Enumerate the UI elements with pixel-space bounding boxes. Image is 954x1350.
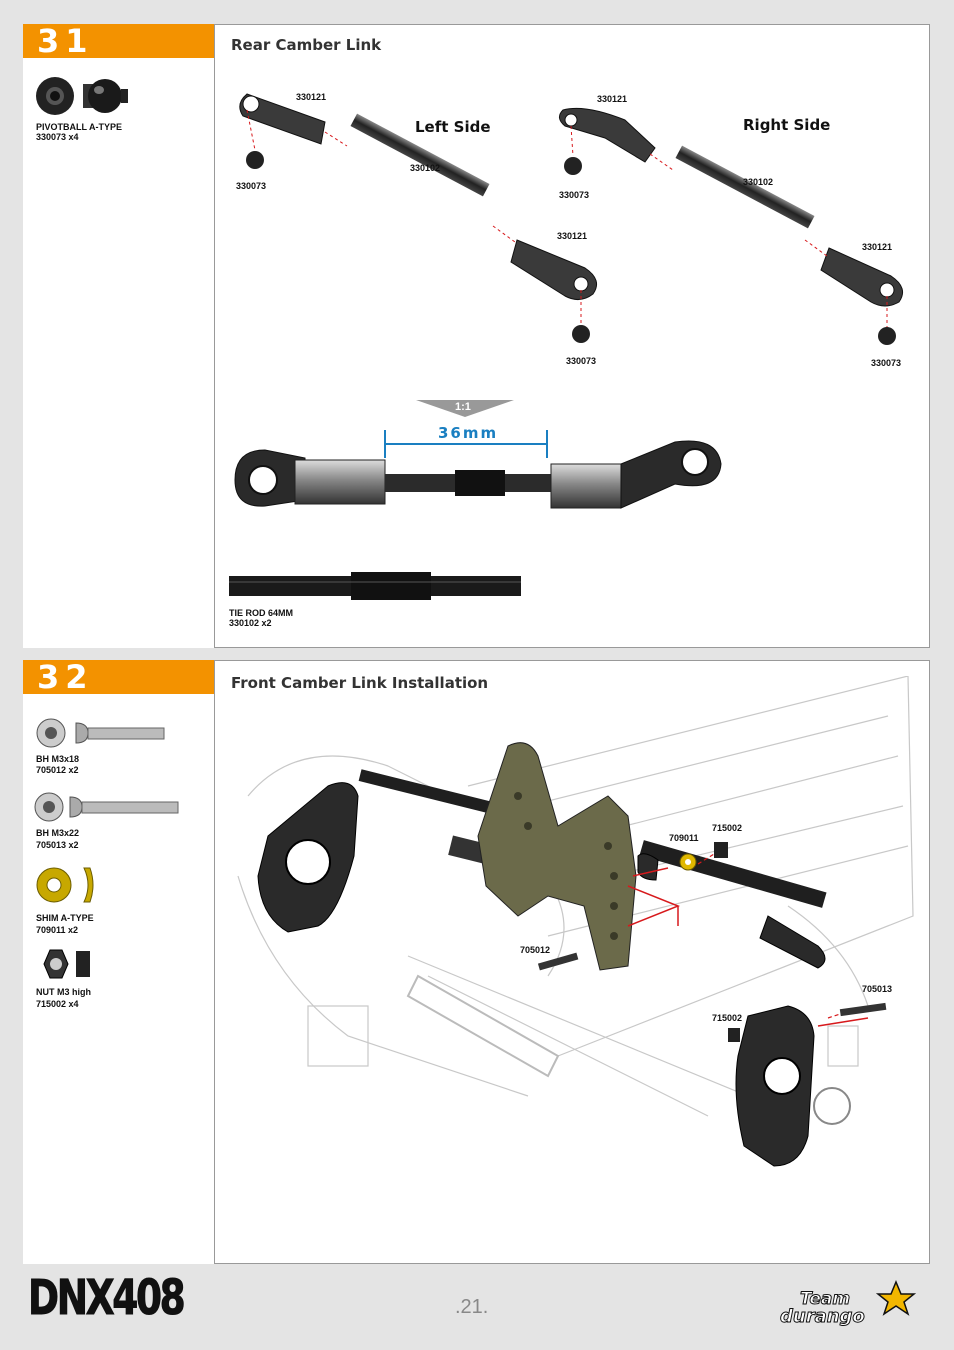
callout-715002-top: 715002 — [712, 823, 743, 833]
part-nut-name: NUT M3 high — [36, 987, 91, 997]
part-bhm3x22-name: BH M3x22 — [36, 828, 80, 838]
part-shim-code: 709011 x2 — [36, 925, 79, 935]
svg-text:durango: durango — [780, 1306, 865, 1327]
page-number: .21. — [455, 1296, 489, 1318]
right-side-label: Right Side — [743, 116, 831, 134]
bh-m3x22-icon — [34, 792, 184, 824]
step31-number: 31 — [23, 24, 214, 58]
part-pivotball-code: 330073 x4 — [36, 132, 79, 142]
step32-title: Front Camber Link Installation — [231, 674, 489, 692]
r-ball-top-label: 330073 — [559, 190, 590, 200]
r-bottom-end-label: 330121 — [862, 242, 893, 252]
step31-title: Rear Camber Link — [231, 36, 382, 54]
part-bhm3x18-code: 705012 x2 — [36, 765, 79, 775]
part-tierod-name: TIE ROD 64MM — [229, 608, 294, 618]
callout-709011: 709011 — [669, 833, 699, 843]
shim-icon — [36, 866, 96, 906]
r-top-end-label: 330121 — [597, 94, 628, 104]
right-assembly — [559, 108, 902, 345]
part-bhm3x18-name: BH M3x18 — [36, 754, 80, 764]
callout-705012: 705012 — [520, 945, 551, 955]
length-label: 36mm — [438, 424, 499, 442]
part-pivotball-name: PIVOTBALL A-TYPE — [36, 122, 123, 132]
left-side-label: Left Side — [415, 118, 491, 136]
svg-text:Team: Team — [800, 1289, 851, 1309]
callout-705013: 705013 — [862, 984, 893, 994]
l-ball-top-label: 330073 — [236, 181, 267, 191]
l-ball-bottom-label: 330073 — [566, 356, 597, 366]
r-ball-bottom-label: 330073 — [871, 358, 902, 368]
model-logo: DNX408 — [28, 1270, 184, 1326]
step32-number: 32 — [23, 660, 214, 694]
pivotball-icon — [35, 76, 130, 118]
scale-label: 1:1 — [455, 401, 471, 413]
front-assembly-diagram — [228, 676, 918, 1246]
part-tierod-code: 330102 x2 — [229, 618, 272, 628]
r-rod-label: 330102 — [743, 177, 774, 187]
team-durango-logo — [778, 1280, 928, 1330]
tie-rod-icon — [229, 572, 525, 602]
part-nut-code: 715002 x4 — [36, 999, 79, 1009]
nut-icon — [36, 948, 96, 982]
bh-m3x18-icon — [36, 718, 168, 750]
scale-link-drawing — [225, 430, 725, 520]
l-top-end-label: 330121 — [296, 92, 327, 102]
part-shim-name: SHIM A-TYPE — [36, 913, 94, 923]
part-bhm3x22-code: 705013 x2 — [36, 840, 79, 850]
l-bottom-end-label: 330121 — [557, 231, 588, 241]
callout-715002-bottom: 715002 — [712, 1013, 743, 1023]
l-rod-label: 330102 — [410, 163, 441, 173]
